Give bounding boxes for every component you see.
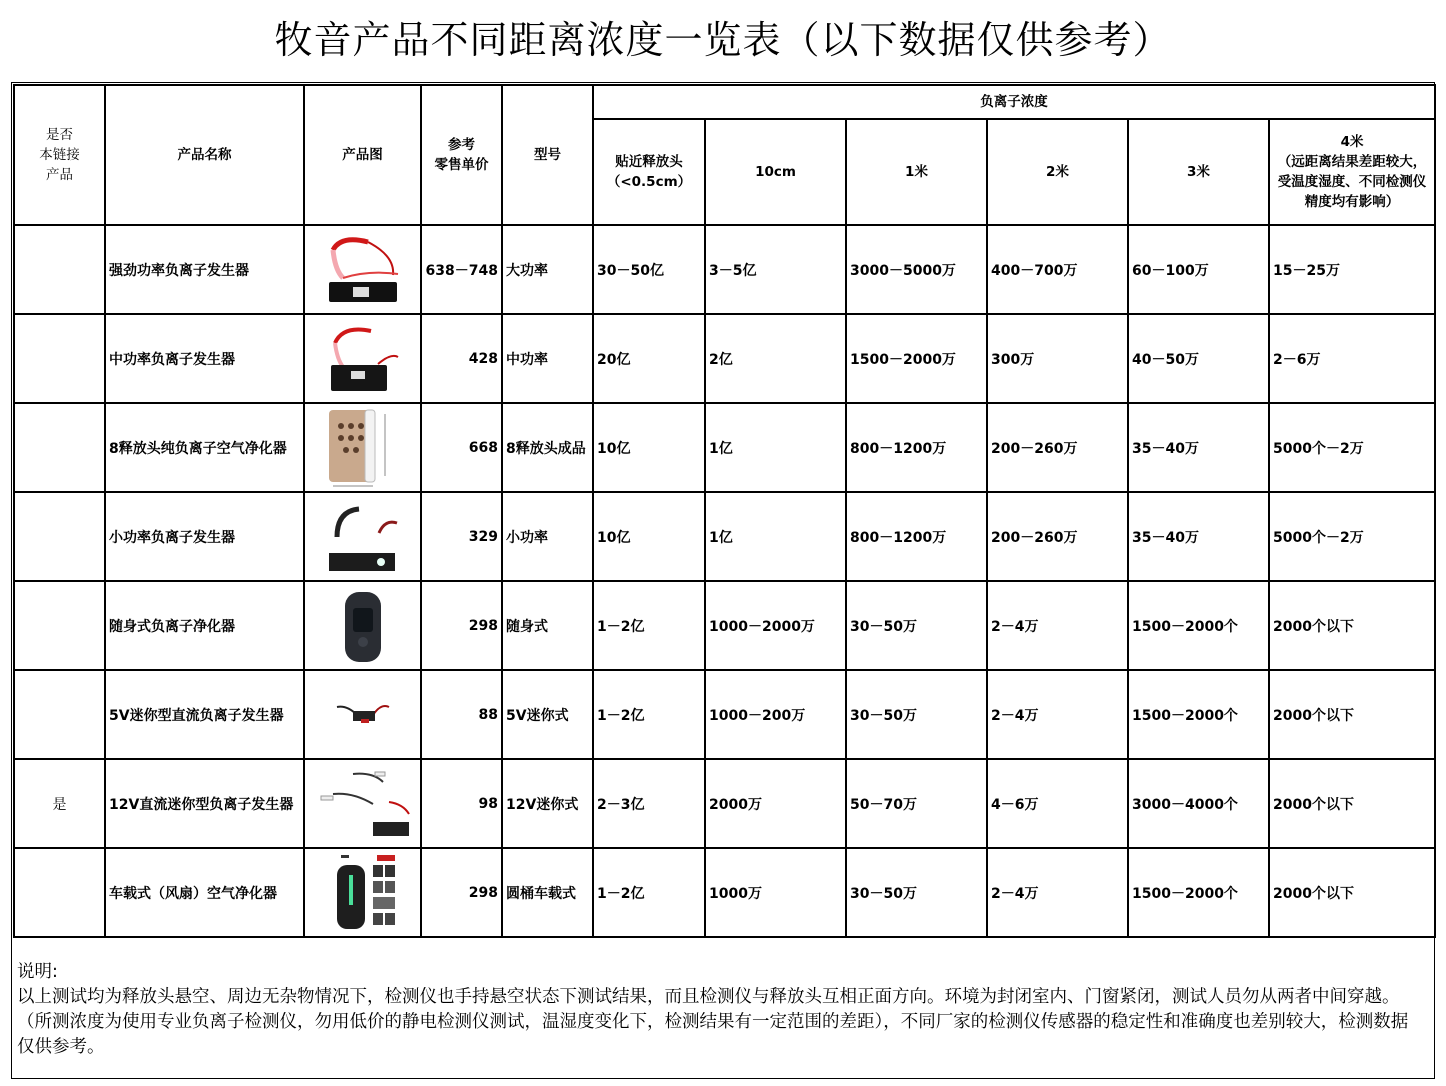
value-cell: 1000－200万 [705,670,846,759]
value-cell: 3000－5000万 [846,225,987,314]
value-cell: 1500－2000万 [846,314,987,403]
value-cell: 200－260万 [987,403,1128,492]
price-cell: 638－748 [421,225,502,314]
value-cell: 35－40万 [1128,492,1269,581]
notes-label: 说明: [17,962,58,982]
header-distance-5: 4米 （远距离结果差距较大，受温度湿度、不同检测仪精度均有影响） [1269,119,1435,225]
value-cell: 400－700万 [987,225,1128,314]
low-power-ion-generator-photo [304,492,421,581]
price-cell: 668 [421,403,502,492]
header-distance-3: 2米 [987,119,1128,225]
price-cell: 298 [421,581,502,670]
value-cell: 2000个以下 [1269,581,1435,670]
linked-cell [14,581,105,670]
linked-cell [14,225,105,314]
high-power-ion-generator-photo [304,225,421,314]
concentration-table [13,84,1436,938]
table-row [14,314,1435,403]
value-cell: 2000万 [705,759,846,848]
value-cell: 30－50万 [846,581,987,670]
value-cell: 30－50万 [846,848,987,937]
table-row [14,848,1435,937]
value-cell: 4－6万 [987,759,1128,848]
value-cell: 1－2亿 [593,581,705,670]
value-cell: 30－50亿 [593,225,705,314]
product-name: 随身式负离子净化器 [105,581,304,670]
value-cell: 2亿 [705,314,846,403]
product-name: 8释放头纯负离子空气净化器 [105,403,304,492]
table-row [14,581,1435,670]
model-cell: 小功率 [502,492,593,581]
notes-section [17,960,1421,1060]
linked-cell [14,314,105,403]
linked-cell [14,403,105,492]
value-cell: 800－1200万 [846,403,987,492]
value-cell: 10亿 [593,403,705,492]
value-cell: 200－260万 [987,492,1128,581]
header-image: 产品图 [304,85,421,225]
value-cell: 30－50万 [846,670,987,759]
table-row [14,492,1435,581]
linked-cell [14,848,105,937]
value-cell: 1000－2000万 [705,581,846,670]
header-distance-2: 1米 [846,119,987,225]
value-cell: 800－1200万 [846,492,987,581]
value-cell: 1－2亿 [593,670,705,759]
value-cell: 5000个－2万 [1269,492,1435,581]
value-cell: 2000个以下 [1269,848,1435,937]
linked-cell: 是 [14,759,105,848]
notes-text: 以上测试均为释放头悬空、周边无杂物情况下，检测仪也手持悬空状态下测试结果，而且检测仪与释放头互相正面方向。环境为封闭室内、门窗紧闭，测试人员勿从两者中间穿越。（所测浓度为使用专业负离子检测仪，勿用低价的静电检测仪测试，温湿度变化下，检测结果有一定范围的差距），不同厂家的检测仪传感器的稳定性和准确度也差别较大，检测数据仅供参考。 [17,987,1409,1057]
value-cell: 3－5亿 [705,225,846,314]
page-title: 牧音产品不同距离浓度一览表（以下数据仅供参考） [274,18,1172,62]
value-cell: 1亿 [705,403,846,492]
value-cell: 60－100万 [1128,225,1269,314]
product-name: 车载式（风扇）空气净化器 [105,848,304,937]
header-distance-4: 3米 [1128,119,1269,225]
model-cell: 5V迷你式 [502,670,593,759]
value-cell: 1500－2000个 [1128,581,1269,670]
value-cell: 5000个－2万 [1269,403,1435,492]
header-price: 参考 零售单价 [421,85,502,225]
5v-mini-generator-photo [304,670,421,759]
header-model: 型号 [502,85,593,225]
product-name: 中功率负离子发生器 [105,314,304,403]
header-distance-0: 贴近释放头 （<0.5cm） [593,119,705,225]
price-cell: 88 [421,670,502,759]
product-name: 小功率负离子发生器 [105,492,304,581]
value-cell: 40－50万 [1128,314,1269,403]
value-cell: 15－25万 [1269,225,1435,314]
header-distance-1: 10cm [705,119,846,225]
header-concentration: 负离子浓度 [593,85,1435,119]
value-cell: 3000－4000个 [1128,759,1269,848]
product-name: 5V迷你型直流负离子发生器 [105,670,304,759]
price-cell: 98 [421,759,502,848]
value-cell: 2－4万 [987,581,1128,670]
car-purifier-photo [304,848,421,937]
value-cell: 300万 [987,314,1128,403]
value-cell: 2000个以下 [1269,759,1435,848]
linked-cell [14,492,105,581]
portable-purifier-photo [304,581,421,670]
value-cell: 2－4万 [987,848,1128,937]
header-linked: 是否 本链接 产品 [14,85,105,225]
linked-cell [14,670,105,759]
value-cell: 2－4万 [987,670,1128,759]
12v-mini-generator-photo [304,759,421,848]
price-cell: 329 [421,492,502,581]
value-cell: 2000个以下 [1269,670,1435,759]
value-cell: 2－6万 [1269,314,1435,403]
value-cell: 20亿 [593,314,705,403]
table-row [14,225,1435,314]
model-cell: 12V迷你式 [502,759,593,848]
header-name: 产品名称 [105,85,304,225]
price-cell: 428 [421,314,502,403]
value-cell: 1亿 [705,492,846,581]
table-row [14,670,1435,759]
model-cell: 8释放头成品 [502,403,593,492]
medium-power-ion-generator-photo [304,314,421,403]
value-cell: 1000万 [705,848,846,937]
value-cell: 2－3亿 [593,759,705,848]
value-cell: 1500－2000个 [1128,848,1269,937]
price-cell: 298 [421,848,502,937]
value-cell: 1－2亿 [593,848,705,937]
product-name: 12V直流迷你型负离子发生器 [105,759,304,848]
model-cell: 中功率 [502,314,593,403]
table-row [14,403,1435,492]
model-cell: 大功率 [502,225,593,314]
value-cell: 10亿 [593,492,705,581]
value-cell: 1500－2000个 [1128,670,1269,759]
table-row [14,759,1435,848]
value-cell: 35－40万 [1128,403,1269,492]
eight-head-purifier-photo [304,403,421,492]
value-cell: 50－70万 [846,759,987,848]
model-cell: 圆桶车载式 [502,848,593,937]
model-cell: 随身式 [502,581,593,670]
product-name: 强劲功率负离子发生器 [105,225,304,314]
